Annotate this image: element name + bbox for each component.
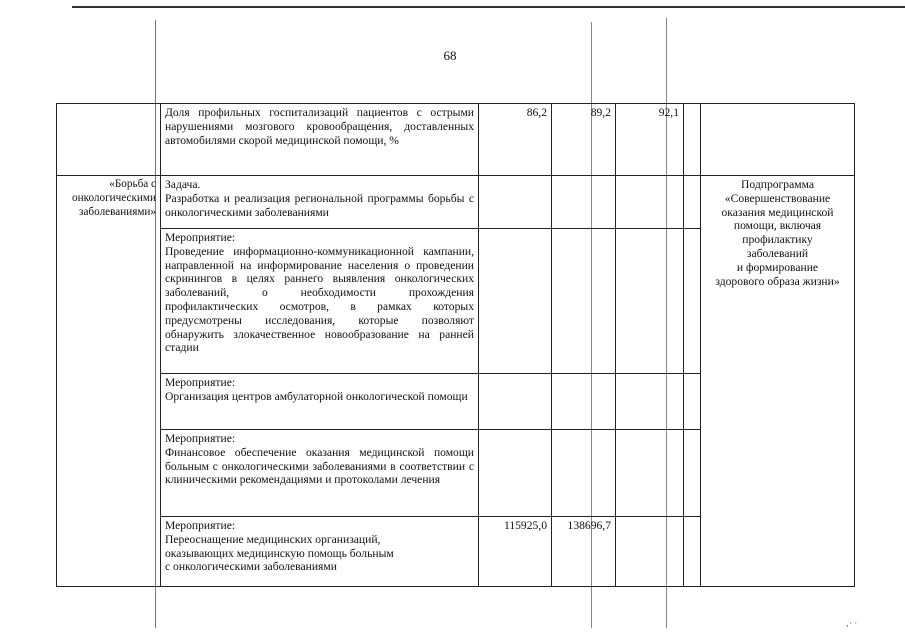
indicators-table — [56, 103, 855, 587]
narrow-cell — [684, 176, 701, 229]
subprogram-cell — [701, 176, 855, 587]
goal-cell: «Борьба с онкологическими заболеваниями» — [57, 176, 161, 587]
subprogram-line: помощи, включая — [733, 219, 822, 233]
subprogram-line: Подпрограмма — [741, 178, 814, 191]
value-cell-3 — [616, 430, 684, 517]
indicator-text: Доля профильных госпитализаций пациентов с острыми нарушениями мозгового кровообращения, доставленных автомобилями скорой медицинской помощи, % — [165, 106, 474, 147]
program-cell-empty — [701, 104, 855, 176]
value-cell-1 — [479, 229, 552, 374]
activity-cell — [161, 430, 479, 517]
goal-cell-empty — [57, 104, 161, 176]
subprogram-line: заболеваний — [746, 246, 809, 260]
narrow-cell — [684, 104, 701, 176]
value-cell-3: 92,1 — [616, 104, 684, 176]
value-cell-3 — [616, 229, 684, 374]
margin-marks: ‚· · — [846, 618, 858, 628]
activity-text: Переоснащение медицинских организаций, — [165, 532, 381, 546]
value-cell-3 — [616, 517, 684, 587]
subprogram-line: профилактику — [742, 233, 813, 247]
subprogram-line: оказания медицинской — [721, 205, 834, 219]
value-cell-2: 138696,7 — [552, 517, 616, 587]
activity-heading: Мероприятие: — [165, 376, 236, 389]
subprogram-line: и формирование — [736, 260, 819, 274]
activity-cell — [161, 229, 479, 374]
activity-heading: Мероприятие: — [165, 432, 236, 445]
value-cell-1 — [479, 374, 552, 430]
subprogram-line: здорового образа жизни» — [715, 274, 840, 288]
value-cell-2 — [552, 374, 616, 430]
value-cell-2 — [552, 229, 616, 374]
activity-cell — [161, 374, 479, 430]
indicator-cell — [161, 104, 479, 176]
activity-text: оказывающих медицинскую помощь больным — [165, 546, 394, 560]
value-cell-2 — [552, 176, 616, 229]
activity-cell — [161, 517, 479, 587]
activity-text: с онкологическими заболеваниями — [165, 560, 337, 574]
top-rule — [72, 6, 905, 8]
value-cell-1: 115925,0 — [479, 517, 552, 587]
narrow-cell — [684, 517, 701, 587]
subprogram-line: «Совершенствование — [724, 191, 831, 205]
value-cell-2 — [552, 430, 616, 517]
table-row — [57, 104, 855, 176]
value-cell-1 — [479, 430, 552, 517]
activity-heading: Мероприятие: — [165, 519, 236, 532]
narrow-cell — [684, 430, 701, 517]
activity-heading: Мероприятие: — [165, 231, 236, 244]
task-text: Разработка и реализация региональной программы борьбы с онкологическими заболеваниями — [165, 191, 474, 219]
task-heading: Задача. — [165, 178, 201, 191]
narrow-cell — [684, 374, 701, 430]
narrow-cell — [684, 229, 701, 374]
value-cell-3 — [616, 176, 684, 229]
activity-text: Организация центров амбулаторной онкологической помощи — [165, 389, 468, 403]
value-cell-2: 89,2 — [552, 104, 616, 176]
activity-text: Проведение информационно-коммуникационной кампании, направленной на информирование населения о проведении скринингов в целях раннего выявления онкологических заболеваний, о необходимости прохождения профилактических осмотров, в рамках которых предусмотрены исследования, которые позволяют обнаружить злокачественное новообразование на ранней стадии — [165, 244, 474, 355]
page-number: 68 — [443, 48, 457, 63]
table-row — [57, 176, 855, 229]
activity-text: Финансовое обеспечение оказания медицинской помощи больным с онкологическими заболеваниями в соответствии с клиническими рекомендациями и протоколами лечения — [165, 445, 474, 487]
value-cell-1: 86,2 — [479, 104, 552, 176]
value-cell-3 — [616, 374, 684, 430]
value-cell-1 — [479, 176, 552, 229]
task-cell — [161, 176, 479, 229]
